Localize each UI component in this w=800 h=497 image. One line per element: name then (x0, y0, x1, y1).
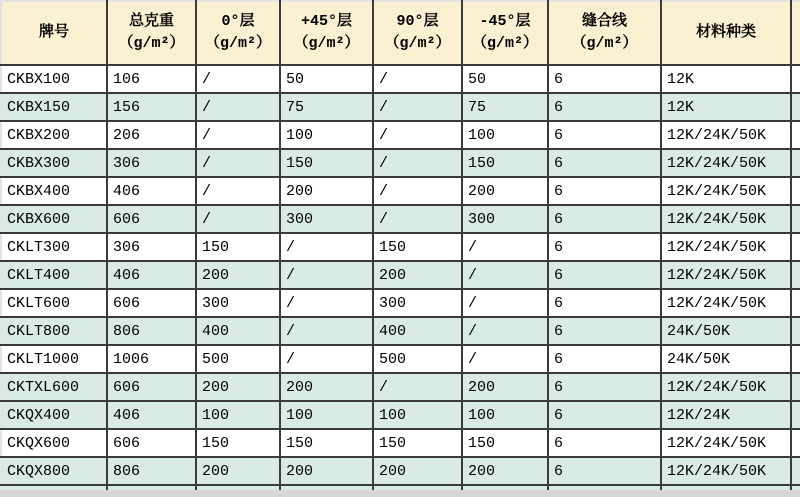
value-cell: 500 (373, 345, 462, 373)
value-cell: 150 (373, 429, 462, 457)
column-header-label: 总克重 (128, 13, 174, 31)
table-row (1, 233, 800, 261)
value-cell: 406 (107, 261, 196, 289)
value-cell: 75 (462, 93, 548, 121)
row-edge-sliver (791, 93, 800, 121)
value-cell: 300 (373, 289, 462, 317)
value-cell: 100 (196, 401, 280, 429)
value-cell: 306 (107, 233, 196, 261)
table-row (1, 65, 800, 93)
value-cell: / (373, 149, 462, 177)
value-cell: 12K/24K/50K (661, 373, 791, 401)
grade-cell: CKBX300 (1, 149, 107, 177)
bottom-sliver-cell (280, 485, 373, 490)
bottom-sliver-cell (373, 485, 462, 490)
value-cell: 100 (462, 401, 548, 429)
column-header-1 (107, 1, 196, 65)
column-header-2 (196, 1, 280, 65)
value-cell: 6 (548, 65, 661, 93)
value-cell: 12K/24K/50K (661, 429, 791, 457)
column-header-label: 牌号 (38, 24, 69, 42)
value-cell: / (373, 205, 462, 233)
value-cell: / (373, 93, 462, 121)
grade-cell: CKLT800 (1, 317, 107, 345)
column-header-unit: （g/m²） (204, 35, 271, 52)
value-cell: / (373, 121, 462, 149)
column-header-unit: （g/m²） (471, 35, 538, 52)
value-cell: 300 (462, 205, 548, 233)
row-edge-sliver (791, 233, 800, 261)
value-cell: 6 (548, 121, 661, 149)
value-cell: / (280, 261, 373, 289)
table-row (1, 121, 800, 149)
value-cell: 12K/24K/50K (661, 261, 791, 289)
bottom-sliver-cell (196, 485, 280, 490)
value-cell: 6 (548, 149, 661, 177)
value-cell: / (280, 345, 373, 373)
value-cell: 306 (107, 149, 196, 177)
value-cell: 200 (196, 457, 280, 485)
value-cell: 6 (548, 401, 661, 429)
value-cell: 12K (661, 65, 791, 93)
column-header-label: 缝合线 (581, 13, 627, 31)
value-cell: 24K/50K (661, 317, 791, 345)
value-cell: 12K (661, 93, 791, 121)
column-header-0 (1, 1, 107, 65)
value-cell: / (280, 233, 373, 261)
value-cell: 12K/24K/50K (661, 121, 791, 149)
bottom-sliver-cell (548, 485, 661, 490)
value-cell: / (373, 177, 462, 205)
value-cell: 12K/24K/50K (661, 149, 791, 177)
value-cell: 6 (548, 345, 661, 373)
row-edge-sliver (791, 121, 800, 149)
row-edge-sliver (791, 345, 800, 373)
table-header (1, 1, 800, 65)
table-row (1, 345, 800, 373)
column-header-unit: （g/m²） (571, 35, 638, 52)
grade-cell: CKLT400 (1, 261, 107, 289)
value-cell: 200 (280, 457, 373, 485)
column-header-6 (548, 1, 661, 65)
value-cell: 406 (107, 177, 196, 205)
value-cell: 12K/24K (661, 401, 791, 429)
column-header-unit: （g/m²） (384, 35, 451, 52)
value-cell: 150 (373, 233, 462, 261)
value-cell: 100 (373, 401, 462, 429)
value-cell: / (196, 93, 280, 121)
value-cell: 6 (548, 289, 661, 317)
value-cell: 6 (548, 429, 661, 457)
value-cell: 156 (107, 93, 196, 121)
table-row (1, 317, 800, 345)
value-cell: / (462, 261, 548, 289)
table-row (1, 261, 800, 289)
value-cell: / (462, 345, 548, 373)
value-cell: 100 (462, 121, 548, 149)
row-edge-sliver (791, 261, 800, 289)
table-row (1, 429, 800, 457)
value-cell: / (280, 289, 373, 317)
value-cell: 6 (548, 205, 661, 233)
column-header-label: +45°层 (300, 13, 352, 31)
bottom-sliver-cell (1, 485, 107, 490)
table-row (1, 373, 800, 401)
value-cell: 6 (548, 93, 661, 121)
column-header-4 (373, 1, 462, 65)
value-cell: 200 (462, 373, 548, 401)
row-edge-sliver (791, 317, 800, 345)
column-header-7 (661, 1, 791, 65)
value-cell: / (196, 121, 280, 149)
column-header-label: 材料种类 (695, 24, 756, 42)
grade-cell: CKBX600 (1, 205, 107, 233)
value-cell: / (373, 65, 462, 93)
header-row (1, 1, 800, 65)
value-cell: 6 (548, 177, 661, 205)
grade-cell: CKBX100 (1, 65, 107, 93)
value-cell: / (196, 65, 280, 93)
row-edge-sliver (791, 289, 800, 317)
value-cell: 6 (548, 373, 661, 401)
row-edge-sliver (791, 457, 800, 485)
table-row (1, 205, 800, 233)
value-cell: 200 (196, 373, 280, 401)
value-cell: 806 (107, 457, 196, 485)
row-edge-sliver (791, 401, 800, 429)
grade-cell: CKTXL600 (1, 373, 107, 401)
value-cell: 300 (196, 289, 280, 317)
value-cell: 12K/24K/50K (661, 457, 791, 485)
table-row (1, 177, 800, 205)
value-cell: / (462, 317, 548, 345)
value-cell: 206 (107, 121, 196, 149)
column-header-label: -45°层 (479, 13, 531, 31)
value-cell: 150 (280, 149, 373, 177)
grade-cell: CKLT300 (1, 233, 107, 261)
value-cell: 6 (548, 457, 661, 485)
value-cell: / (196, 177, 280, 205)
grade-cell: CKBX150 (1, 93, 107, 121)
bottom-sliver-cell (661, 485, 791, 490)
value-cell: 150 (196, 233, 280, 261)
bottom-sliver-cell (791, 485, 800, 490)
value-cell: 400 (373, 317, 462, 345)
value-cell: 200 (280, 373, 373, 401)
value-cell: 400 (196, 317, 280, 345)
value-cell: 150 (462, 429, 548, 457)
grade-cell: CKBX200 (1, 121, 107, 149)
column-header-3 (280, 1, 373, 65)
value-cell: 606 (107, 289, 196, 317)
value-cell: 12K/24K/50K (661, 233, 791, 261)
value-cell: 6 (548, 261, 661, 289)
value-cell: 6 (548, 233, 661, 261)
value-cell: 150 (462, 149, 548, 177)
row-edge-sliver (791, 65, 800, 93)
value-cell: 200 (373, 457, 462, 485)
table-row (1, 401, 800, 429)
table-row (1, 93, 800, 121)
value-cell: 200 (462, 177, 548, 205)
value-cell: 150 (196, 429, 280, 457)
value-cell: / (373, 373, 462, 401)
row-edge-sliver (791, 429, 800, 457)
value-cell: 12K/24K/50K (661, 289, 791, 317)
value-cell: 200 (196, 261, 280, 289)
column-header-unit: （g/m²） (293, 35, 360, 52)
value-cell: / (196, 149, 280, 177)
value-cell: 606 (107, 373, 196, 401)
grade-cell: CKBX400 (1, 177, 107, 205)
bottom-sliver-cell (462, 485, 548, 490)
grade-cell: CKLT600 (1, 289, 107, 317)
value-cell: 300 (280, 205, 373, 233)
grade-cell: CKLT1000 (1, 345, 107, 373)
value-cell: / (462, 289, 548, 317)
grade-cell: CKQX400 (1, 401, 107, 429)
row-edge-sliver (791, 149, 800, 177)
value-cell: / (462, 233, 548, 261)
row-edge-sliver (791, 205, 800, 233)
value-cell: 606 (107, 205, 196, 233)
value-cell: 100 (280, 121, 373, 149)
grade-cell: CKQX600 (1, 429, 107, 457)
value-cell: 6 (548, 317, 661, 345)
column-header-label: 90°层 (396, 13, 439, 31)
bottom-sliver-cell (107, 485, 196, 490)
row-edge-sliver (791, 373, 800, 401)
value-cell: 200 (280, 177, 373, 205)
value-cell: 12K/24K/50K (661, 177, 791, 205)
table-body (1, 65, 800, 490)
column-header-label: 0°层 (221, 13, 255, 31)
column-header-5 (462, 1, 548, 65)
header-edge-sliver (791, 1, 800, 65)
table-row (1, 149, 800, 177)
value-cell: 500 (196, 345, 280, 373)
value-cell: 50 (280, 65, 373, 93)
column-header-unit: （g/m²） (118, 35, 185, 52)
value-cell: 106 (107, 65, 196, 93)
table-row (1, 289, 800, 317)
value-cell: 75 (280, 93, 373, 121)
value-cell: 150 (280, 429, 373, 457)
value-cell: 1006 (107, 345, 196, 373)
row-edge-sliver (791, 177, 800, 205)
value-cell: 606 (107, 429, 196, 457)
value-cell: 200 (462, 457, 548, 485)
bottom-edge-sliver-row (1, 485, 800, 490)
value-cell: 200 (373, 261, 462, 289)
value-cell: 12K/24K/50K (661, 205, 791, 233)
value-cell: 24K/50K (661, 345, 791, 373)
value-cell: / (196, 205, 280, 233)
value-cell: 806 (107, 317, 196, 345)
table-row (1, 457, 800, 485)
value-cell: 50 (462, 65, 548, 93)
value-cell: 406 (107, 401, 196, 429)
value-cell: / (280, 317, 373, 345)
grade-cell: CKQX800 (1, 457, 107, 485)
value-cell: 100 (280, 401, 373, 429)
